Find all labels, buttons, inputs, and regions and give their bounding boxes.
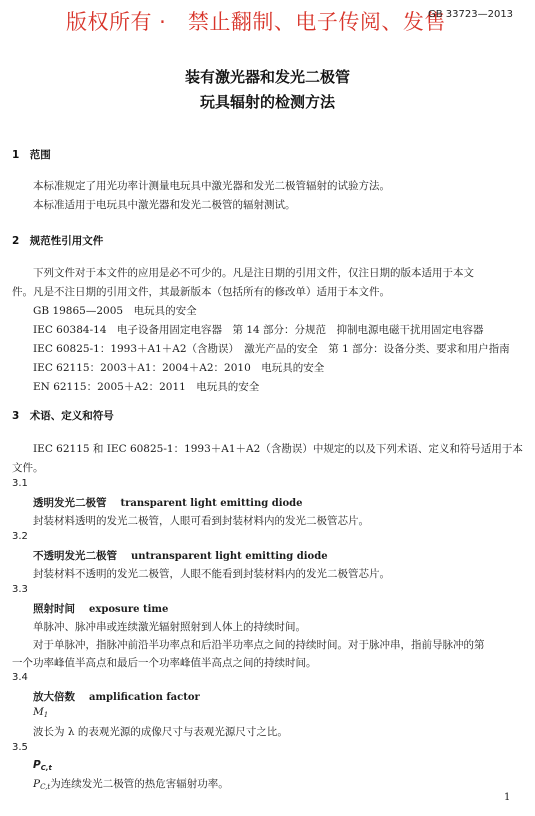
section-1-heading: 1 范围 xyxy=(12,149,51,161)
term-english: exposure time xyxy=(89,604,169,615)
symbol-letter: P xyxy=(33,759,41,771)
document-title-line-1: 装有激光器和发光二极管 xyxy=(184,68,350,86)
term-english: amplification factor xyxy=(89,692,200,703)
term-title xyxy=(33,495,303,510)
reference-item: IEC 60384-14 电子设备用固定电容器 第 14 部分：分规范 抑制电源电磁干扰用固定电容器 xyxy=(33,324,484,336)
term-english: transparent light emitting diode xyxy=(120,498,303,509)
symbol-letter: M xyxy=(33,706,44,718)
section-3-paragraph-line-1: IEC 62115 和 IEC 60825-1：1993＋A1＋A2（含勘误）中规定的以及下列术语、定义和符号适用于本 xyxy=(33,443,523,455)
term-chinese: 照射时间 xyxy=(33,603,75,615)
reference-item: EN 62115：2005＋A2：2011 电玩具的安全 xyxy=(33,381,260,393)
term-english: untransparent light emitting diode xyxy=(131,551,328,562)
term-number: 3.4 xyxy=(12,672,28,683)
term-chinese: 不透明发光二极管 xyxy=(33,550,117,562)
term-definition: 波长为 λ 的表观光源的成像尺寸与表观光源尺寸之比。 xyxy=(33,726,288,738)
section-1-paragraph-2: 本标准适用于电玩具中激光器和发光二极管的辐射测试。 xyxy=(33,199,296,211)
section-3-heading: 3 术语、定义和符号 xyxy=(12,410,114,422)
section-1-paragraph-1: 本标准规定了用光功率计测量电玩具中激光器和发光二极管辐射的试验方法。 xyxy=(33,180,390,192)
term-number: 3.1 xyxy=(12,478,28,489)
section-3-paragraph-line-2: 文件。 xyxy=(12,462,44,474)
term-title xyxy=(33,548,328,563)
symbol-subscript: 1 xyxy=(43,711,49,719)
term-definition-line: 一个功率峰值半高点和最后一个功率峰值半高点之间的持续时间。 xyxy=(12,657,317,669)
term-definition: 封装材料透明的发光二极管，人眼可看到封装材料内的发光二极管芯片。 xyxy=(33,515,369,527)
standard-number: GB 33723—2013 xyxy=(428,9,514,20)
term-definition: 单脉冲、脉冲串或连续激光辐射照射到人体上的持续时间。 xyxy=(33,621,306,633)
reference-item: IEC 62115：2003＋A1：2004＋A2：2010 电玩具的安全 xyxy=(33,362,325,374)
term-definition: 封装材料不透明的发光二极管，人眼不能看到封装材料内的发光二极管芯片。 xyxy=(33,568,390,580)
symbol-letter: P xyxy=(33,778,41,790)
copyright-watermark: 版权所有 · 禁止翻制、电子传阅、发售 xyxy=(66,10,446,34)
document-title-line-2: 玩具辐射的检测方法 xyxy=(199,93,335,111)
term-title xyxy=(33,689,200,704)
term-symbol xyxy=(33,706,48,719)
term-symbol-bold xyxy=(33,759,52,772)
definition-text: 为连续发光二极管的热危害辐射功率。 xyxy=(50,778,229,790)
section-2-paragraph-line-1: 下列文件对于本文件的应用是必不可少的。凡是注日期的引用文件，仅注日期的版本适用于本文 xyxy=(33,267,474,279)
term-number: 3.3 xyxy=(12,584,28,595)
reference-item: GB 19865—2005 电玩具的安全 xyxy=(33,305,197,317)
term-number: 3.5 xyxy=(12,742,28,753)
reference-item: IEC 60825-1：1993＋A1＋A2（含勘误） 激光产品的安全 第 1 部分：设备分类、要求和用户指南 xyxy=(33,343,510,355)
term-definition-line: 对于单脉冲，指脉冲前沿半功率点和后沿半功率点之间的持续时间。对于脉冲串，指前导脉冲的第 xyxy=(33,639,485,651)
section-2-heading: 2 规范性引用文件 xyxy=(12,235,104,247)
page-number: 1 xyxy=(504,792,511,803)
symbol-subscript: C,t xyxy=(40,783,51,791)
section-2-paragraph-line-2: 件。凡是不注日期的引用文件，其最新版本（包括所有的修改单）适用于本文件。 xyxy=(12,286,390,298)
term-chinese: 放大倍数 xyxy=(33,691,75,703)
symbol-subscript: C,t xyxy=(40,764,52,772)
term-title xyxy=(33,601,168,616)
term-number: 3.2 xyxy=(12,531,28,542)
term-definition xyxy=(33,776,229,791)
term-chinese: 透明发光二极管 xyxy=(33,497,107,509)
